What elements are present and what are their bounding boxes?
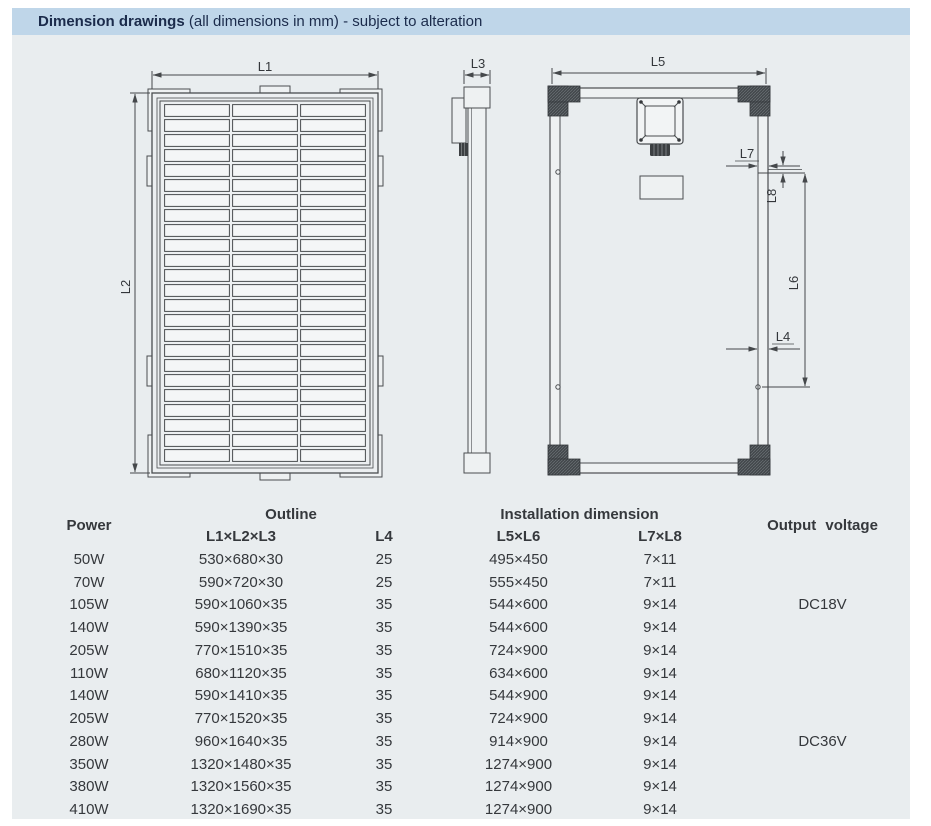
table-row [12,730,910,753]
table-cell-l5l6: 1274×900 [484,778,553,796]
table-cell-outline: 590×720×30 [198,573,284,591]
table-cell-voltage [735,662,910,685]
table-cell-outline: 590×1410×35 [194,687,288,705]
back-view [548,86,770,475]
col-header-outline: Outline [265,505,317,523]
table-cell-l5l6: 544×600 [489,619,548,637]
dim-label-l2: L2 [118,279,133,295]
table-cell-voltage [735,548,910,571]
table-cell-voltage [735,639,910,662]
table-cell-l4: 35 [375,801,393,819]
table-cell-l7l8: 9×14 [643,687,677,705]
table-cell-l5l6: 555×450 [489,573,548,591]
drawings-svg [12,35,910,503]
table-cell-power: 105W [69,596,109,614]
nameplate [640,176,683,199]
table-cell-outline: 770×1510×35 [194,641,288,659]
dim-label-l1: L1 [257,59,273,74]
table-cell-l4: 35 [375,778,393,796]
col-header-l4: L4 [375,528,393,545]
table-cell-l4: 35 [375,710,393,728]
col-header-l7l8: L7×L8 [638,528,682,545]
table-cell-voltage [735,798,910,821]
table-cell-outline: 770×1520×35 [194,710,288,728]
table-cell-l5l6: 914×900 [489,732,548,750]
table-cell-outline: 590×1390×35 [194,619,288,637]
dim-label-l5: L5 [650,54,666,69]
table-cell-power: 70W [73,573,105,591]
side-view-dimensions [464,70,490,84]
table-cell-power: 350W [69,755,109,773]
dim-label-l8: L8 [764,188,779,204]
table-header [12,503,910,548]
table-row [12,776,910,799]
table-cell-l4: 25 [375,550,393,568]
table-cell-voltage [735,616,910,639]
table-cell-voltage: DC36V [798,732,847,750]
table-cell-l7l8: 9×14 [643,641,677,659]
table-cell-voltage [735,776,910,799]
table-row [12,616,910,639]
table-row [12,753,910,776]
table-cell-outline: 530×680×30 [198,550,284,568]
table-cell-l7l8: 9×14 [643,732,677,750]
table-cell-l7l8: 9×14 [643,619,677,637]
table-body [12,548,910,821]
table-cell-l5l6: 724×900 [489,641,548,659]
table-cell-outline: 1320×1690×35 [190,801,292,819]
table-row [12,798,910,821]
table-cell-power: 280W [69,732,109,750]
table-row [12,685,910,708]
table-cell-l4: 35 [375,732,393,750]
table-cell-l4: 35 [375,619,393,637]
table-cell-outline: 1320×1560×35 [190,778,292,796]
page-subtitle: (all dimensions in mm) - subject to alteration [188,13,483,30]
table-cell-l5l6: 1274×900 [484,801,553,819]
table-cell-outline: 1320×1480×35 [190,755,292,773]
table-cell-l4: 35 [375,664,393,682]
table-cell-l7l8: 9×14 [643,710,677,728]
table-cell-outline: 590×1060×35 [194,596,288,614]
table-cell-l5l6: 1274×900 [484,755,553,773]
table-cell-power: 205W [69,641,109,659]
table-cell-l7l8: 7×11 [643,573,677,591]
table-row [12,571,910,594]
col-header-voltage: Output voltage [767,517,878,534]
table-cell-l5l6: 634×600 [489,664,548,682]
table-row [12,639,910,662]
table-cell-power: 110W [69,664,109,682]
dim-label-l3: L3 [470,56,486,71]
table-cell-l7l8: 9×14 [643,755,677,773]
table-cell-l5l6: 495×450 [489,550,548,568]
table-cell-l4: 35 [375,755,393,773]
table-cell-l4: 25 [375,573,393,591]
side-view [452,87,490,473]
table-cell-power: 140W [69,687,109,705]
table-cell-voltage [735,707,910,730]
table-cell-outline: 960×1640×35 [194,732,288,750]
table-cell-l5l6: 544×900 [489,687,548,705]
spec-table [12,503,910,821]
section-header [12,8,910,35]
table-row [12,707,910,730]
front-view [147,86,383,480]
dimension-drawings [12,35,910,503]
table-cell-power: 410W [69,801,109,819]
table-cell-voltage: DC18V [798,596,847,614]
table-cell-l5l6: 544×600 [489,596,548,614]
table-cell-voltage [735,753,910,776]
dim-label-l6: L6 [786,275,801,291]
table-cell-l7l8: 9×14 [643,664,677,682]
col-header-power: Power [66,517,112,534]
col-header-l1l2l3: L1×L2×L3 [205,528,277,545]
table-cell-power: 205W [69,710,109,728]
table-cell-voltage [735,571,910,594]
table-row [12,662,910,685]
table-cell-l5l6: 724×900 [489,710,548,728]
table-row [12,594,910,617]
table-cell-l4: 35 [375,687,393,705]
dim-label-l4: L4 [775,329,791,344]
table-cell-power: 140W [69,619,109,637]
dim-label-l7: L7 [739,146,755,161]
table-cell-voltage [735,685,910,708]
table-cell-l7l8: 7×11 [643,550,677,568]
table-cell-l7l8: 9×14 [643,596,677,614]
table-row [12,548,910,571]
table-cell-l4: 35 [375,596,393,614]
content-area [12,8,910,819]
table-cell-l7l8: 9×14 [643,778,677,796]
table-cell-l4: 35 [375,641,393,659]
page-title: Dimension drawings [38,13,189,30]
col-header-l5l6: L5×L6 [496,528,541,545]
table-cell-l7l8: 9×14 [643,801,677,819]
table-cell-outline: 680×1120×35 [195,664,287,682]
col-header-installation: Installation dimension [500,505,659,523]
table-cell-power: 380W [69,778,109,796]
table-cell-power: 50W [73,550,105,568]
